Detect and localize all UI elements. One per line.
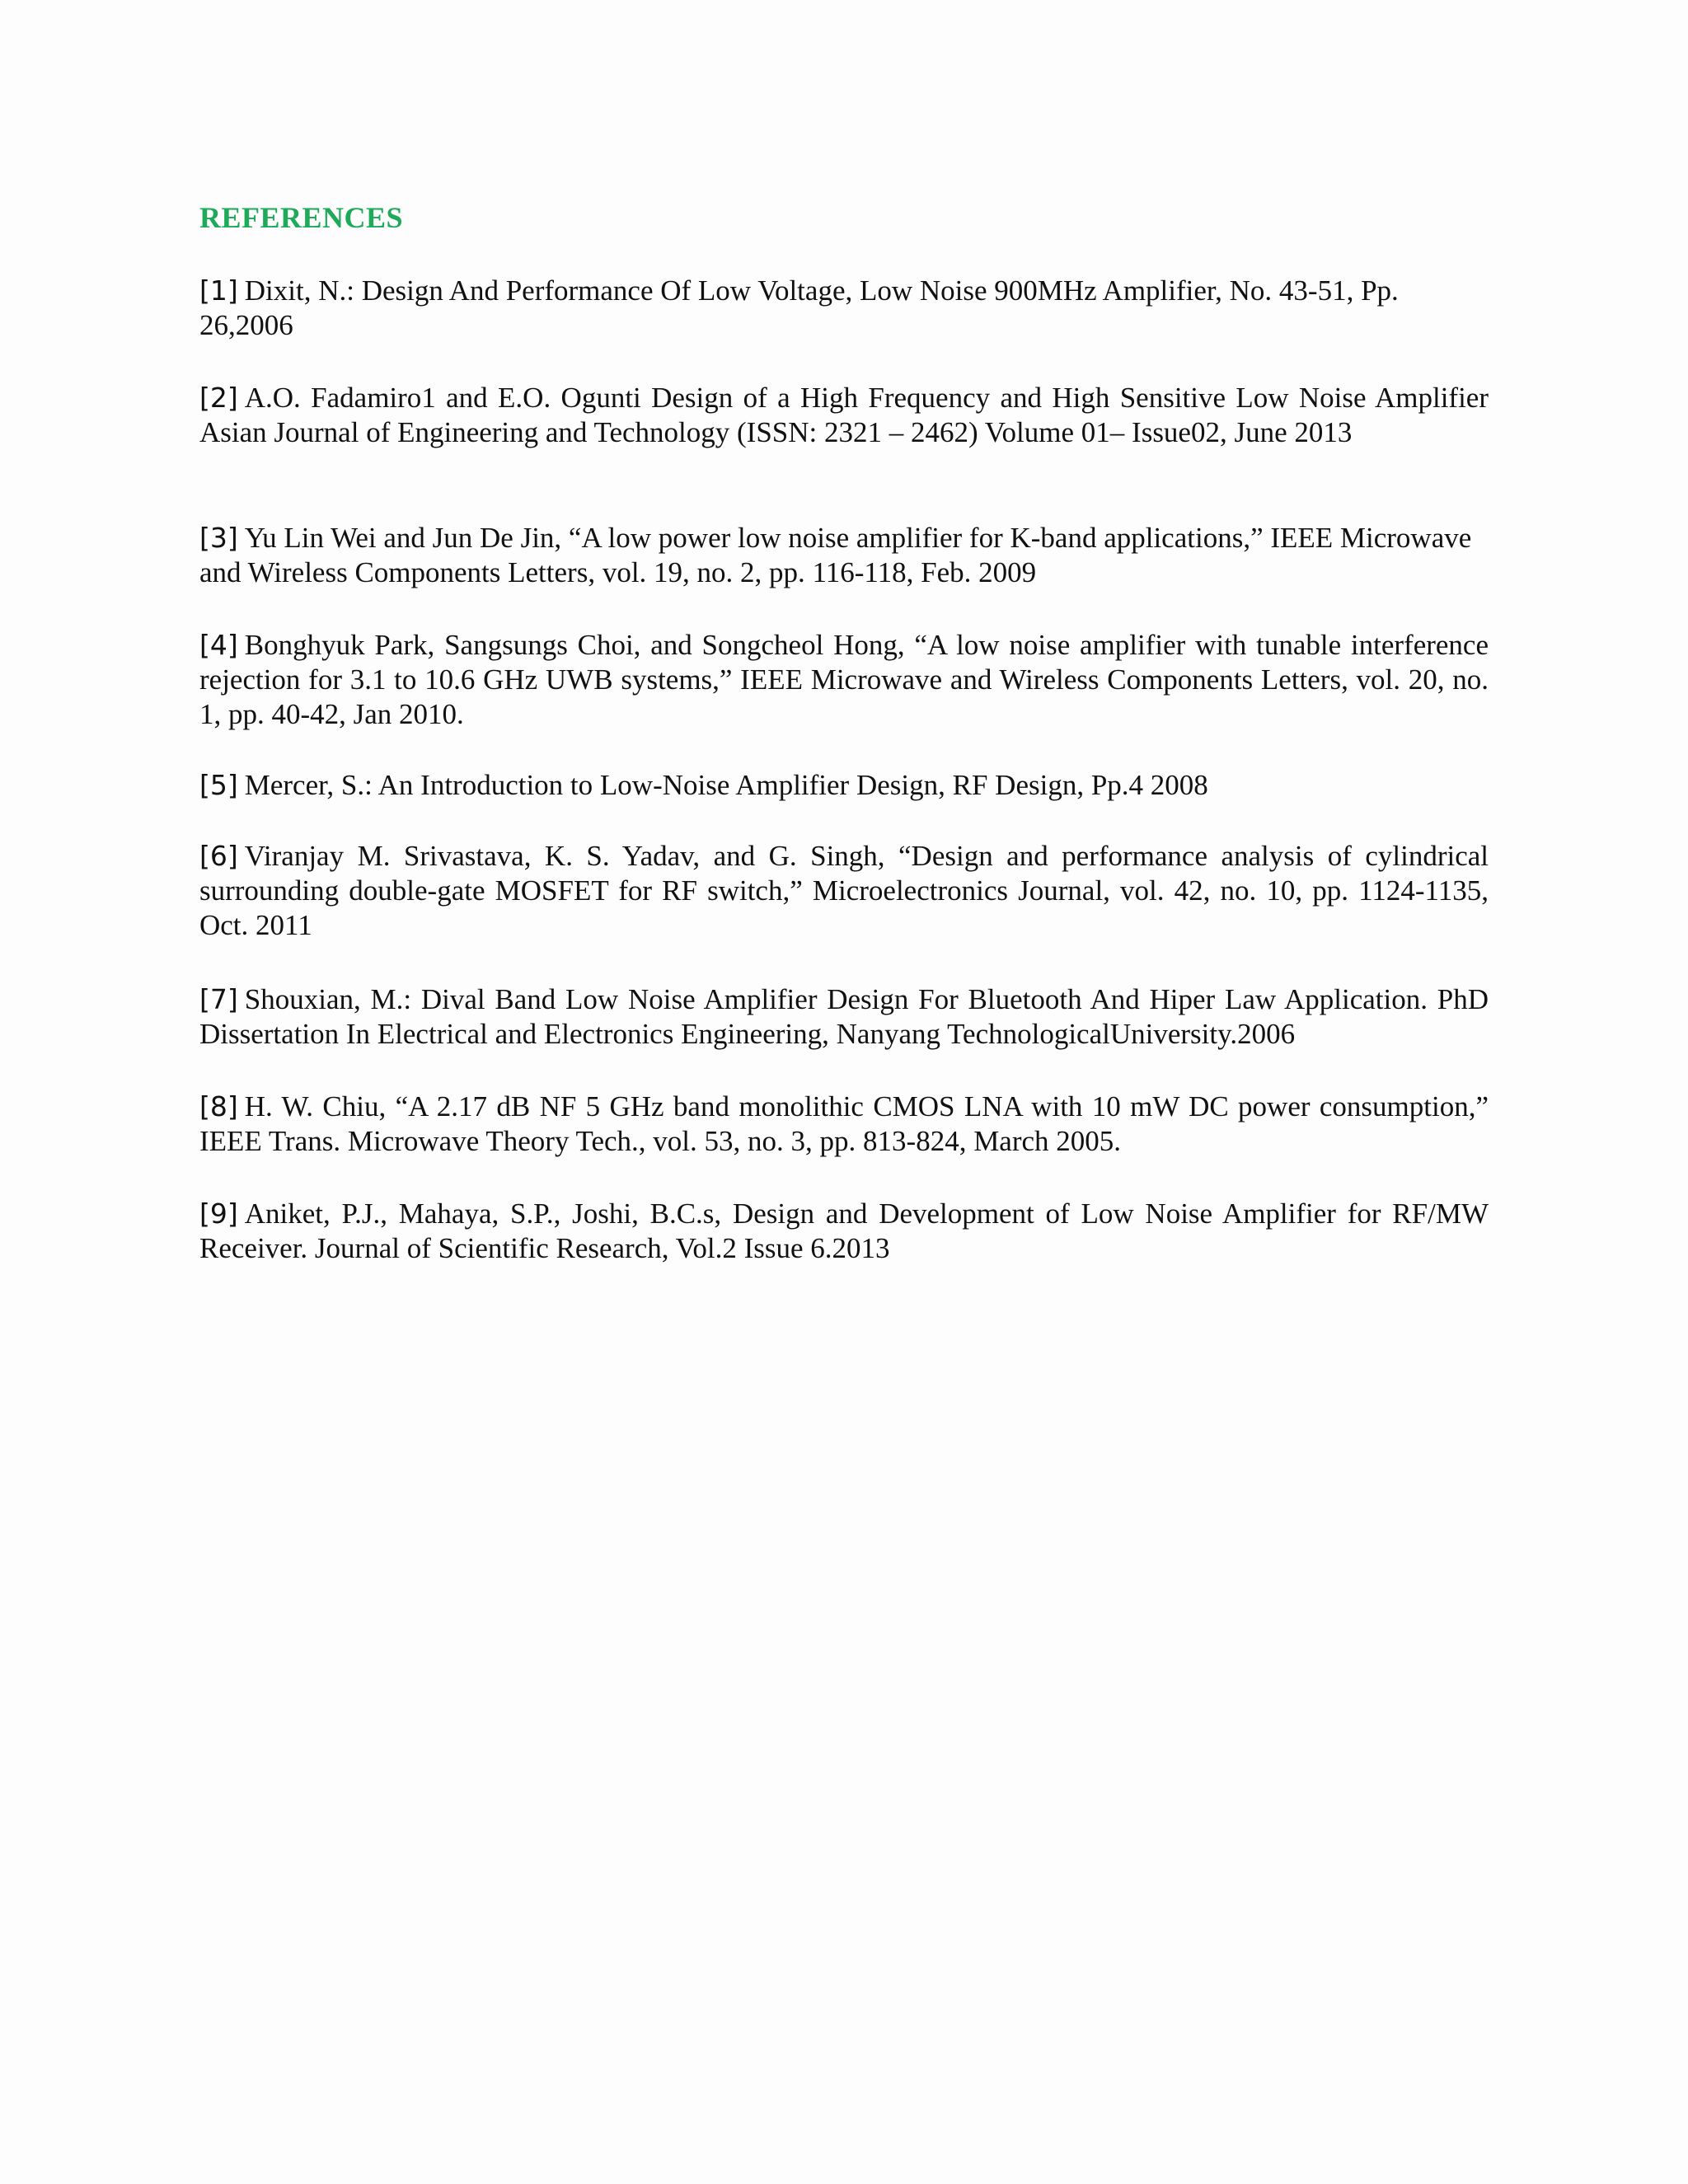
reference-number: [1]: [199, 274, 238, 307]
reference-item: [199, 381, 1489, 450]
reference-item: [199, 521, 1489, 590]
reference-text: A.O. Fadamiro1 and E.O. Ogunti Design of a High Frequency and High Sensitive Low Noise Amplifier Asian Journal of Engineering and Technology (ISSN: 2321 – 2462) Volume 01– Issue02, June 2013: [199, 382, 1489, 448]
reference-text: Shouxian, M.: Dival Band Low Noise Amplifier Design For Bluetooth And Hiper Law Application. PhD Dissertation In Electrical and Electronics Engineering, Nanyang TechnologicalUniversity.2006: [199, 983, 1489, 1050]
reference-text: Aniket, P.J., Mahaya, S.P., Joshi, B.C.s, Design and Development of Low Noise Amplifier for RF/MW Receiver. Journal of Scientific Research, Vol.2 Issue 6.2013: [199, 1197, 1489, 1264]
reference-item: [199, 768, 1489, 803]
reference-item: [199, 1090, 1489, 1159]
reference-number: [3]: [199, 522, 238, 554]
reference-item: [199, 1197, 1489, 1266]
reference-number: [6]: [199, 840, 238, 872]
reference-text: Bonghyuk Park, Sangsungs Choi, and Songcheol Hong, “A low noise amplifier with tunable interference rejection for 3.1 to 10.6 GHz UWB systems,” IEEE Microwave and Wireless Components Letters, vol. 20, no. 1, pp. 40-42, Jan 2010.: [199, 629, 1489, 730]
references-heading: REFERENCES: [199, 201, 404, 234]
reference-item: [199, 839, 1489, 943]
reference-number: [4]: [199, 629, 238, 661]
reference-item: [199, 628, 1489, 732]
reference-text: Yu Lin Wei and Jun De Jin, “A low power low noise amplifier for K-band applications,” IEEE Microwave and Wireless Components Letters, vol. 19, no. 2, pp. 116-118, Feb. 2009: [199, 522, 1472, 588]
reference-text: Mercer, S.: An Introduction to Low-Noise Amplifier Design, RF Design, Pp.4 2008: [244, 769, 1208, 801]
reference-number: [8]: [199, 1090, 238, 1122]
reference-item: [199, 274, 1489, 343]
reference-number: [9]: [199, 1197, 238, 1230]
reference-text: Dixit, N.: Design And Performance Of Low Voltage, Low Noise 900MHz Amplifier, No. 43-51, Pp. 26,2006: [199, 274, 1399, 341]
reference-text: Viranjay M. Srivastava, K. S. Yadav, and G. Singh, “Design and performance analysis of cylindrical surrounding double-gate MOSFET for RF switch,” Microelectronics Journal, vol. 42, no. 10, pp. 1124-1135, Oct. 2011: [199, 840, 1489, 941]
reference-text: H. W. Chiu, “A 2.17 dB NF 5 GHz band monolithic CMOS LNA with 10 mW DC power consumption,” IEEE Trans. Microwave Theory Tech., vol. 53, no. 3, pp. 813-824, March 2005.: [199, 1090, 1489, 1157]
reference-number: [7]: [199, 983, 238, 1015]
reference-item: [199, 982, 1489, 1052]
reference-number: [2]: [199, 382, 238, 414]
reference-number: [5]: [199, 769, 238, 801]
